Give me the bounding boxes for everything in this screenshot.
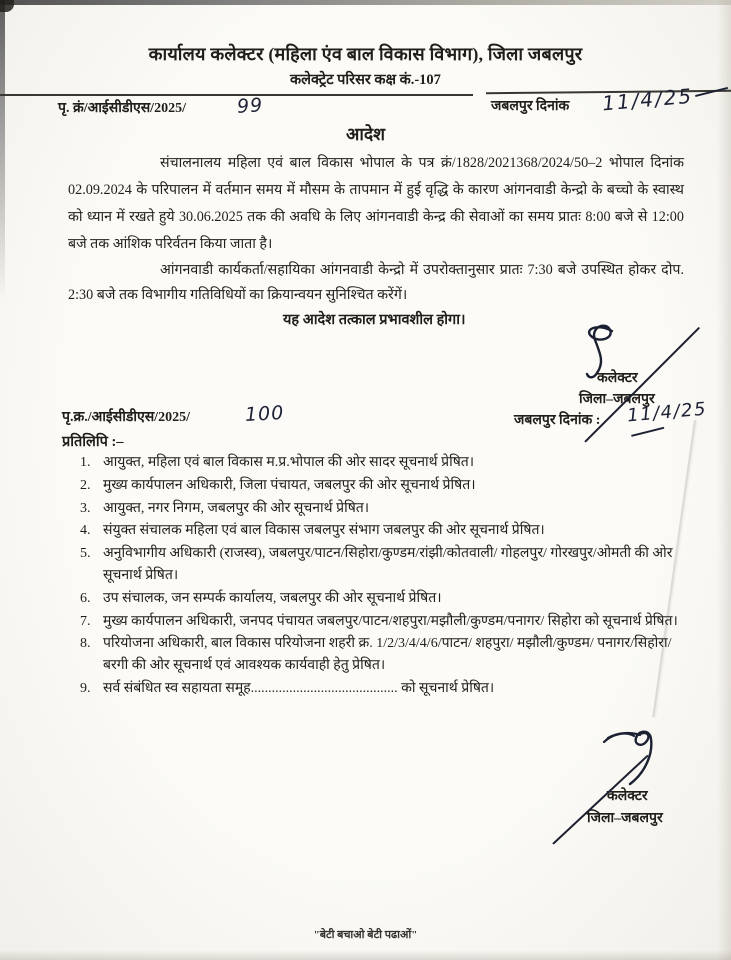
signature-date-label: जबलपुर दिनांक : bbox=[514, 413, 601, 428]
list-item bbox=[80, 498, 694, 520]
list-item-number: 9. bbox=[80, 680, 91, 696]
list-item-number: 5. bbox=[80, 546, 91, 562]
signatory-designation-top: कलेक्टर bbox=[597, 371, 638, 386]
effective-immediately-line: यह आदेश तत्काल प्रभावशील होगा। bbox=[283, 312, 466, 328]
list-item-text: मुख्य कार्यपालन अधिकारी, जनपद पंचायत जबलपुर/पाटन/शहपुरा/मझौली/कुण्डम/पनागर/ सिहोरा को सूचनार्थ प्रेषित। bbox=[103, 613, 678, 629]
list-item-text: सर्व संबंधित स्व सहायता समूह.......................................... को सूचनार्थ प्रेषित। bbox=[103, 680, 495, 696]
list-item bbox=[80, 588, 694, 610]
place-date-label: जबलपुर दिनांक bbox=[491, 99, 570, 114]
list-item-number: 8. bbox=[80, 636, 91, 652]
signatory-district-top: जिला–जबलपुर bbox=[579, 392, 655, 407]
list-item-text: अनुविभागीय अधिकारी (राजस्व), जबलपुर/पाटन/सिहोरा/कुण्डम/रांझी/कोतवाली/ गोहलपुर/ गोरखपुर/ओमती की ओर सूचनार्थ प्रेषित। bbox=[103, 546, 673, 583]
office-title: कार्यालय कलेक्टर (महिला एंव बाल विकास विभाग), जिला जबलपुर bbox=[148, 44, 583, 64]
pen-stroke-tail bbox=[631, 427, 664, 437]
signatory-designation-bottom: कलेक्टर bbox=[607, 789, 648, 804]
list-item-number: 1. bbox=[80, 455, 91, 470]
reference-number-label: पृ. क्रं/आईसीडीएस/2025/ bbox=[58, 101, 186, 116]
list-item-text: मुख्य कार्यपालन अधिकारी, जिला पंचायत, जबलपुर की ओर सूचनार्थ प्रेषित। bbox=[103, 477, 476, 493]
copy-to-heading: प्रतिलिपि :– bbox=[62, 434, 124, 450]
list-item bbox=[80, 452, 694, 474]
signature-scribble-bottom bbox=[596, 726, 660, 788]
list-item-number: 3. bbox=[80, 500, 91, 516]
list-item-text: आयुक्त, नगर निगम, जबलपुर की ओर सूचनार्थ प्रेषित। bbox=[103, 500, 370, 516]
list-item bbox=[80, 475, 694, 497]
signatory-district-bottom: जिला–जबलपुर bbox=[587, 811, 663, 826]
list-item-number: 6. bbox=[80, 590, 91, 606]
scan-shade-bottom bbox=[0, 950, 731, 960]
handwritten-date-mid-text: 11/4/25 bbox=[626, 398, 708, 427]
order-paragraph-1: संचालनालय महिला एवं बाल विकास भोपाल के पत्र क्रं/1828/2021368/2024/50–2 भोपाल दिनांक 02.09.2024 के परिपालन में वर्तमान समय में मौसम के तापमान में हुई वृद्धि के कारण आंगनवाडी केन्द्रो के बच्चो के स्वास्थ को ध्यान में रखते हुये 30.06.2025 तक की अवधि के लिए आंगनवाडी केन्द्र की सेवाओं का समय प्रातः 8:00 बजे से 12:00 बजे तक आंशिक परिर्वतन किया जाता है। bbox=[68, 155, 684, 252]
distribution-list bbox=[80, 452, 694, 701]
copy-reference-label: पृ.क्र./आईसीडीएस/2025/ bbox=[62, 410, 190, 425]
handwritten-copy-number: 100 bbox=[244, 401, 285, 427]
list-item-text: परियोजना अधिकारी, बाल विकास परियोजना शहरी क्र. 1/2/3/4/4/6/पाटन/ शहपुरा/ मझौली/कुण्डम/ पनागर/सिहोरा/बरगी की ओर सूचनार्थ एवं आवश्यक कार्यवाही हेतु प्रेषित। bbox=[103, 636, 672, 674]
list-item bbox=[80, 611, 694, 633]
handwritten-ref-number: 99 bbox=[236, 94, 264, 118]
footer-slogan: "बेटी बचाओ बेटी पढाओं" bbox=[313, 929, 418, 941]
document-title: आदेश bbox=[345, 124, 386, 144]
list-item-text: उप संचालक, जन सम्पर्क कार्यालय, जबलपुर की ओर सूचनार्थ प्रेषित। bbox=[103, 590, 442, 606]
list-item-text: संयुक्त संचालक महिला एवं बाल विकास जबलपुर संभाग जबलपुर की ओर सूचनार्थ प्रेषित। bbox=[103, 523, 545, 539]
pen-stroke-tail bbox=[695, 87, 728, 97]
office-address: कलेक्ट्रेट परिसर कक्ष कं.-107 bbox=[290, 72, 441, 88]
list-item bbox=[80, 543, 694, 587]
list-item-number: 2. bbox=[80, 477, 91, 493]
list-item bbox=[80, 633, 694, 677]
list-item-text: आयुक्त, महिला एवं बाल विकास म.प्र.भोपाल की ओर सादर सूचनार्थ प्रेषित। bbox=[103, 455, 475, 470]
scan-corner-mark bbox=[0, 0, 14, 12]
list-item-number: 7. bbox=[80, 613, 91, 629]
handwritten-date-top-text: 11/4/25 bbox=[601, 83, 695, 116]
handwritten-date-mid bbox=[626, 397, 731, 448]
scan-edge-top bbox=[0, 0, 731, 5]
list-item bbox=[80, 520, 694, 542]
list-item bbox=[80, 678, 694, 700]
order-paragraph-2: आंगनवाडी कार्यकर्ता/सहायिका आंगनवाडी केन्द्रो में उपरोक्तानुसार प्रातः 7:30 बजे उपस्थित होकर दोप. 2:30 बजे तक विभागीय गतिविधियों का क्रियान्वयन सुनिश्चित करेंगें। bbox=[68, 262, 684, 303]
list-item-number: 4. bbox=[80, 523, 91, 539]
